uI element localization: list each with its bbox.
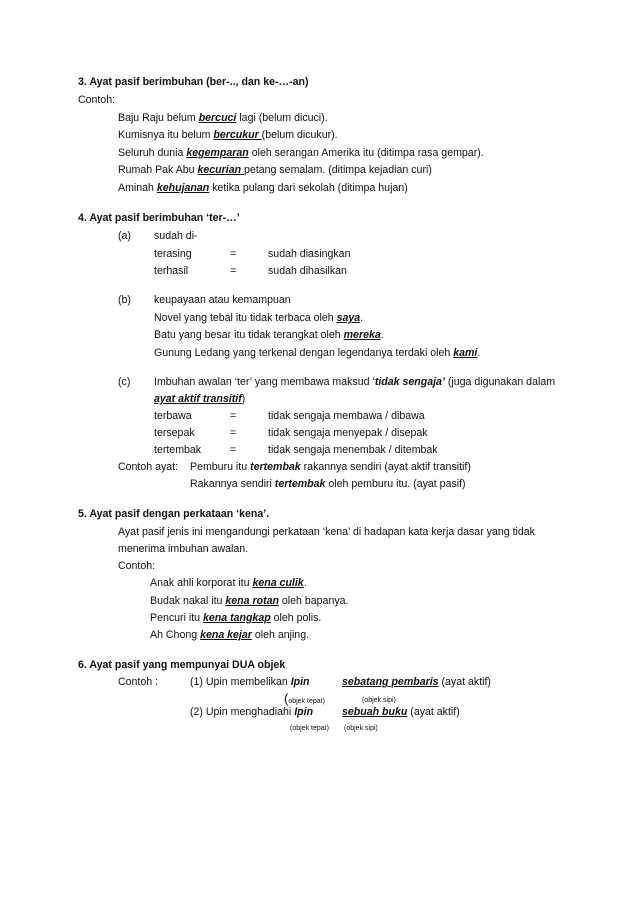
s6-example-1: (1) Upin membelikan Ipin bbox=[190, 676, 310, 688]
s5-example-2: Budak nakal itu kena rotan oleh bapanya. bbox=[150, 595, 349, 607]
s4c-example-1: Pemburu itu tertembak rakannya sendiri (ayat aktif transitif) bbox=[190, 461, 471, 473]
s3-example-1: Baju Raju belum bercuci lagi (belum dicuci). bbox=[118, 112, 328, 124]
s6-example-1-note-2: (objek sipi) bbox=[362, 697, 396, 704]
s6-example-2-note-1: (objek tepat) bbox=[290, 725, 329, 732]
s3-example-2: Kumisnya itu belum bercukur (belum dicukur). bbox=[118, 129, 338, 141]
s5-example-4: Ah Chong kena kejar oleh anjing. bbox=[150, 629, 310, 641]
s6-example-2-object-2: sebuah buku (ayat aktif) bbox=[342, 706, 460, 718]
s4a-meaning-1: sudah diasingkan bbox=[268, 248, 351, 260]
s4a-word-2: terhasil bbox=[154, 265, 189, 277]
section-4-heading: 4. Ayat pasif berimbuhan ‘ter-…’ bbox=[78, 212, 240, 224]
s4c-meaning-3: tidak sengaja menembak / ditembak bbox=[268, 444, 438, 456]
s4c-contoh-label: Contoh ayat: bbox=[118, 461, 179, 473]
section-3-heading: 3. Ayat pasif berimbuhan (ber-.., dan ke-…-an) bbox=[78, 76, 309, 88]
s4c-equals-1: = bbox=[230, 410, 237, 422]
s4a-equals-1: = bbox=[230, 248, 237, 260]
s4c-intro-line-2: ayat aktif transitif) bbox=[154, 393, 246, 405]
section-3-contoh-label: Contoh: bbox=[78, 94, 116, 106]
s6-example-2-note-2: (objek sipi) bbox=[344, 725, 378, 732]
s3-example-4: Rumah Pak Abu kecurian petang semalam. (ditimpa kejadian curi) bbox=[118, 164, 432, 176]
s4c-equals-2: = bbox=[230, 427, 237, 439]
s5-paragraph-line-1: Ayat pasif jenis ini mengandungi perkataan ‘kena’ di hadapan kata kerja dasar yang tidak bbox=[118, 526, 535, 538]
s4a-equals-2: = bbox=[230, 265, 237, 277]
s5-contoh-label: Contoh: bbox=[118, 560, 156, 572]
s4c-word-1: terbawa bbox=[154, 410, 192, 422]
s4b-example-1: Novel yang tebal itu tidak terbaca oleh saya. bbox=[154, 312, 364, 324]
s4b-intro: keupayaan atau kemampuan bbox=[154, 294, 291, 306]
s4c-meaning-1: tidak sengaja membawa / dibawa bbox=[268, 410, 425, 422]
s4c-equals-3: = bbox=[230, 444, 237, 456]
s4c-label: (c) bbox=[118, 376, 131, 388]
s6-example-1-note-1: (objek tepat) bbox=[284, 691, 325, 706]
section-5-heading: 5. Ayat pasif dengan perkataan ‘kena’. bbox=[78, 508, 270, 520]
s6-example-2: (2) Upin menghadiahi Ipin bbox=[190, 706, 314, 718]
s4a-label: (a) bbox=[118, 230, 131, 242]
s5-example-1: Anak ahli korporat itu kena culik. bbox=[150, 577, 307, 589]
s4c-example-2: Rakannya sendiri tertembak oleh pemburu itu. (ayat pasif) bbox=[190, 478, 466, 490]
s4c-intro: Imbuhan awalan ‘ter’ yang membawa maksud ‘tidak sengaja’ (juga digunakan dalam bbox=[154, 376, 556, 388]
s4c-meaning-2: tidak sengaja menyepak / disepak bbox=[268, 427, 428, 439]
s4b-example-3: Gunung Ledang yang terkenal dengan legendanya terdaki oleh kami. bbox=[154, 347, 481, 359]
s6-example-1-object-2: sebatang pembaris (ayat aktif) bbox=[342, 676, 491, 688]
s4b-example-2: Batu yang besar itu tidak terangkat oleh mereka. bbox=[154, 329, 384, 341]
s5-paragraph-line-2: menerima imbuhan awalan. bbox=[118, 543, 249, 555]
s4a-intro: sudah di- bbox=[154, 230, 198, 242]
s3-example-5: Aminah kehujanan ketika pulang dari sekolah (ditimpa hujan) bbox=[118, 182, 408, 194]
s4a-meaning-2: sudah dihasilkan bbox=[268, 265, 347, 277]
s4a-word-1: terasing bbox=[154, 248, 192, 260]
s4b-label: (b) bbox=[118, 294, 131, 306]
s3-example-3: Seluruh dunia kegemparan oleh serangan Amerika itu (ditimpa rasa gempar). bbox=[118, 147, 484, 159]
s6-contoh-label: Contoh : bbox=[118, 676, 159, 688]
s4c-word-3: tertembak bbox=[154, 444, 202, 456]
section-6-heading: 6. Ayat pasif yang mempunyai DUA objek bbox=[78, 659, 286, 671]
s4c-word-2: tersepak bbox=[154, 427, 195, 439]
s5-example-3: Pencuri itu kena tangkap oleh polis. bbox=[150, 612, 322, 624]
